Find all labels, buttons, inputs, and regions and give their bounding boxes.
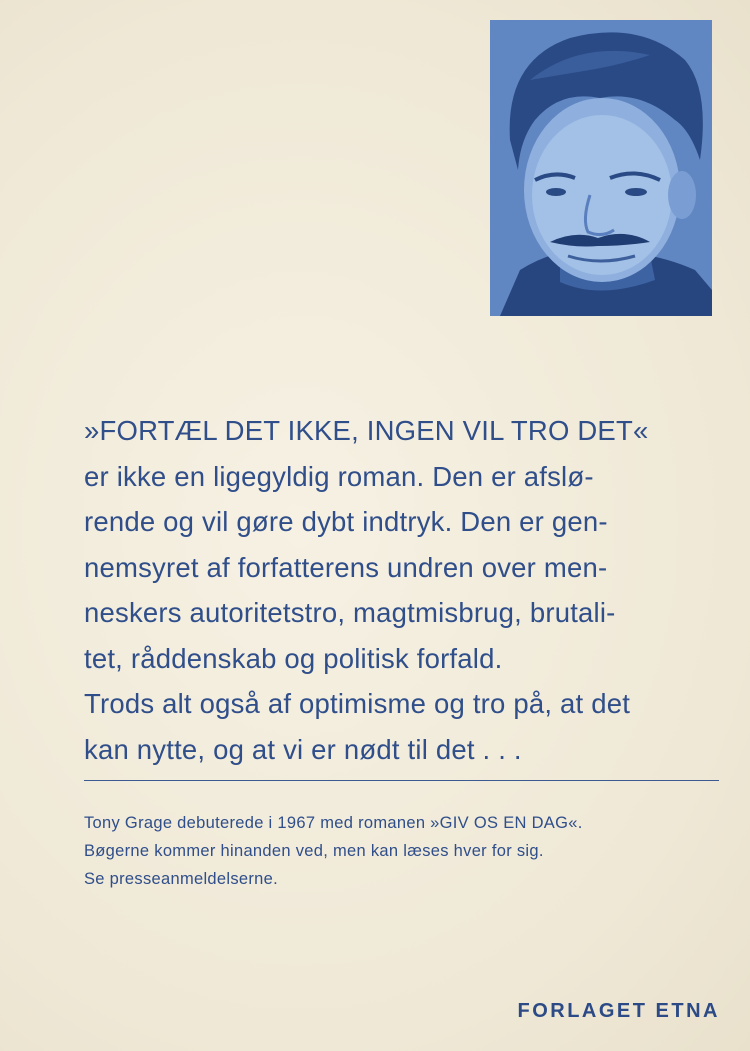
blurb-text	[84, 408, 724, 772]
blurb-line-4: nemsyret af forfatterens undren over men-	[84, 551, 608, 583]
info-line-2: Bøgerne kommer hinanden ved, men kan læses hver for sig.	[84, 842, 544, 860]
blurb-line-6: tet, råddenskab og politisk forfald.	[84, 642, 503, 674]
divider	[84, 780, 719, 781]
blurb-line-5: neskers autoritetstro, magtmisbrug, brutali-	[84, 597, 616, 628]
blurb-line-7: Trods alt også af optimisme og tro på, at det	[84, 688, 631, 719]
blurb-line-1: »FORTÆL DET IKKE, INGEN VIL TRO DET«	[84, 415, 649, 446]
blurb-line-3: rende og vil gøre dybt indtryk. Den er gen-	[84, 506, 608, 537]
author-info	[84, 809, 724, 893]
author-photo	[490, 20, 712, 316]
info-line-1: Tony Grage debuterede i 1967 med romanen »GIV OS EN DAG«.	[84, 814, 583, 832]
author-portrait-icon	[490, 20, 712, 316]
publisher-name: FORLAGET ETNA	[517, 1000, 720, 1022]
blurb-line-8: kan nytte, og at vi er nødt til det . . .	[84, 733, 522, 765]
blurb-line-2: er ikke en ligegyldig roman. Den er afslø-	[84, 460, 594, 492]
info-line-3: Se presseanmeldelserne.	[84, 870, 279, 888]
